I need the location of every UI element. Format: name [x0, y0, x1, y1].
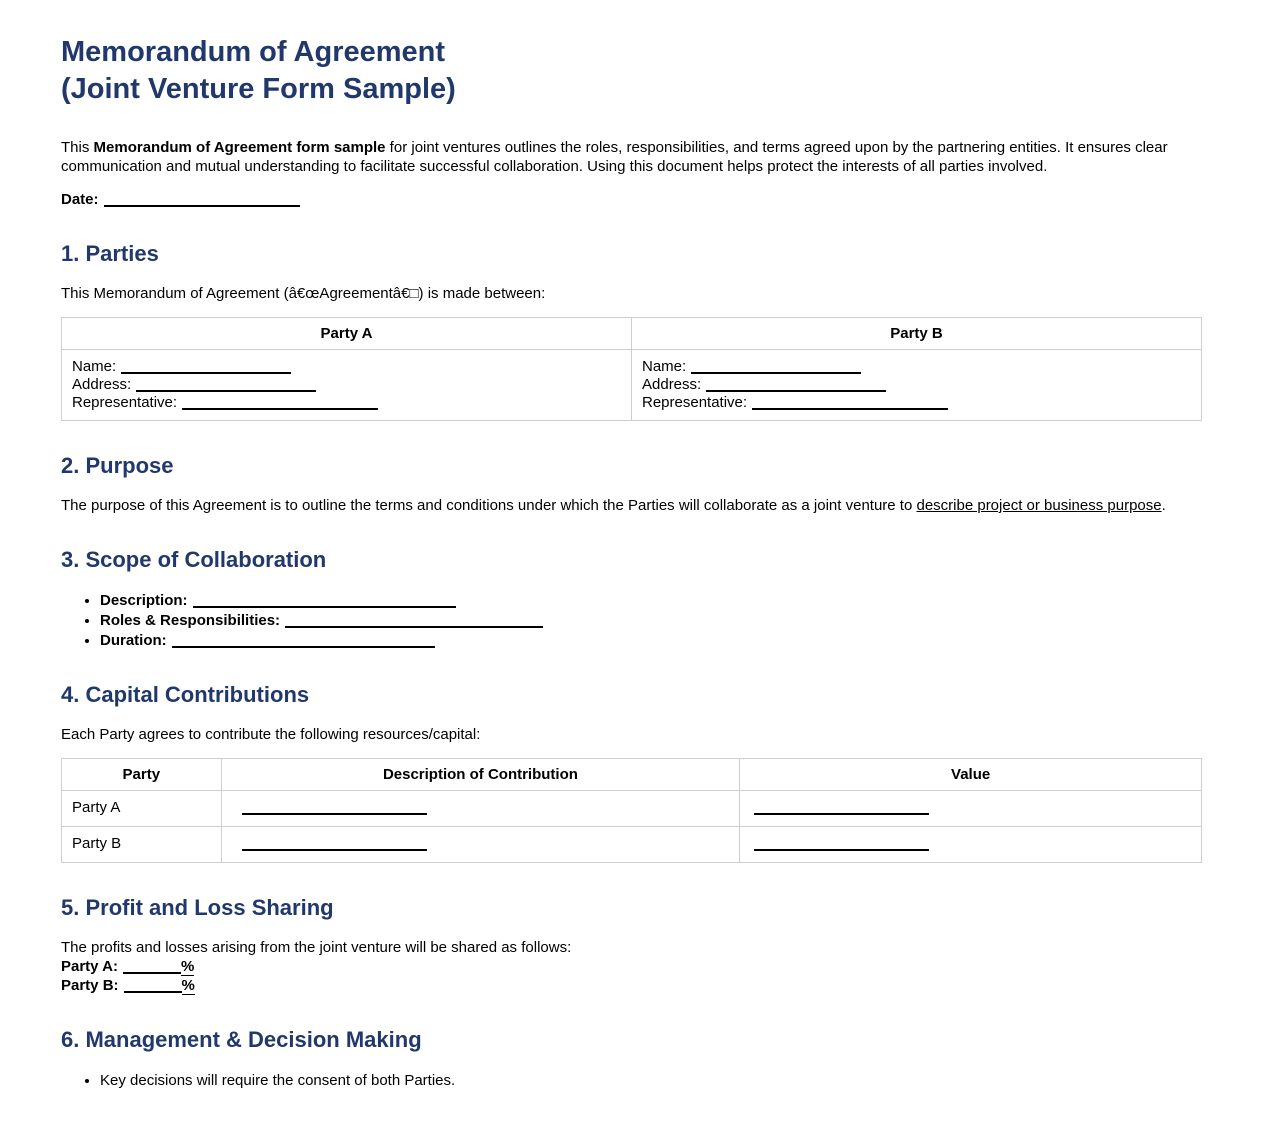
contribution-blank-line [242, 802, 427, 815]
percent-sign: % [181, 977, 195, 994]
address-blank-line [706, 379, 886, 392]
intro-bold-phrase: Memorandum of Agreement form sample [93, 139, 386, 156]
date-line [61, 190, 1202, 209]
page-title-line1: Memorandum of Agreement [61, 36, 446, 68]
section-heading-parties: 1. Parties [61, 241, 159, 266]
party-a-name-line [72, 358, 621, 376]
management-bullet-key-decisions: • Key decisions will require the consent of both Parties. [100, 1071, 1202, 1090]
address-label: Address: [72, 376, 132, 393]
description-blank-line [193, 595, 456, 608]
representative-blank-line [182, 397, 378, 410]
capital-party-a-description-cell [221, 791, 740, 827]
address-label: Address: [642, 376, 702, 393]
purpose-underlined-placeholder: describe project or business purpose [916, 497, 1162, 514]
capital-party-b-label: Party B [62, 827, 222, 863]
capital-contributions-table [61, 758, 1202, 863]
parties-table-body-row [62, 350, 1202, 421]
capital-party-a-label: Party A [62, 791, 222, 827]
address-blank-line [136, 379, 316, 392]
capital-party-a-value-cell [740, 791, 1202, 827]
duration-blank-line [172, 635, 435, 648]
party-b-name-line [642, 358, 1191, 376]
date-label: Date: [61, 191, 99, 208]
page-title [61, 34, 1202, 108]
party-a-cell [62, 350, 632, 421]
scope-bullet-duration [100, 631, 1202, 650]
representative-label: Representative: [642, 394, 748, 411]
profit-party-a-blank [123, 961, 181, 974]
capital-header-party: Party [62, 759, 222, 791]
duration-label: Duration: [100, 632, 167, 649]
party-b-representative-line [642, 394, 1191, 412]
scope-bullet-roles [100, 611, 1202, 630]
value-blank-line [754, 802, 929, 815]
name-blank-line [691, 361, 861, 374]
scope-bullet-list [61, 591, 1202, 650]
capital-row-party-a [62, 791, 1202, 827]
parties-table [61, 317, 1202, 421]
parties-table-header-party-b: Party B [632, 318, 1202, 350]
capital-lead: Each Party agrees to contribute the following resources/capital: [61, 726, 481, 743]
party-a-address-line [72, 376, 621, 394]
representative-label: Representative: [72, 394, 178, 411]
intro-paragraph [61, 138, 1202, 176]
name-label: Name: [642, 358, 687, 375]
party-a-representative-line [72, 394, 621, 412]
contribution-blank-line [242, 838, 427, 851]
intro-prefix: This [61, 139, 94, 156]
capital-header-description: Description of Contribution [221, 759, 740, 791]
capital-party-b-description-cell [221, 827, 740, 863]
purpose-period: . [1161, 497, 1166, 514]
parties-table-header-party-a: Party A [62, 318, 632, 350]
profit-party-a-label: Party A: [61, 958, 118, 975]
party-b-address-line [642, 376, 1191, 394]
intro-rest: for joint ventures outlines the roles, responsibilities, and terms agreed upon by the partnering entities. It ensures clear communication and mutual understanding to facilitate successful collaboration. Using this document helps protect the interests of all parties involved. [61, 139, 1168, 175]
section-heading-purpose: 2. Purpose [61, 453, 174, 478]
purpose-paragraph [61, 496, 1202, 515]
profit-lead: The profits and losses arising from the joint venture will be shared as follows: [61, 939, 572, 956]
profit-party-b-label: Party B: [61, 977, 119, 994]
purpose-text: The purpose of this Agreement is to outline the terms and conditions under which the Parties will collaborate as a joint venture to [61, 497, 917, 514]
representative-blank-line [752, 397, 948, 410]
section-heading-scope: 3. Scope of Collaboration [61, 547, 327, 572]
capital-row-party-b [62, 827, 1202, 863]
roles-label: Roles & Responsibilities: [100, 612, 281, 629]
page-title-line2: (Joint Venture Form Sample) [61, 73, 456, 105]
capital-header-value: Value [740, 759, 1202, 791]
capital-party-b-value-cell [740, 827, 1202, 863]
management-bullet-list [61, 1071, 1202, 1090]
section-heading-capital: 4. Capital Contributions [61, 682, 310, 707]
name-label: Name: [72, 358, 117, 375]
profit-party-a-line [61, 957, 1202, 976]
percent-sign: % [180, 958, 195, 975]
section-heading-profit: 5. Profit and Loss Sharing [61, 895, 334, 920]
capital-table-header-row [62, 759, 1202, 791]
profit-party-b-blank [124, 980, 182, 993]
date-blank-line [104, 194, 300, 207]
roles-blank-line [285, 615, 543, 628]
value-blank-line [754, 838, 929, 851]
parties-lead: This Memorandum of Agreement (â€œAgreementâ€□) is made between: [61, 285, 546, 302]
scope-bullet-description [100, 591, 1202, 610]
profit-party-b-line [61, 976, 1202, 995]
parties-table-header-row [62, 318, 1202, 350]
description-label: Description: [100, 592, 188, 609]
name-blank-line [121, 361, 291, 374]
party-b-cell [632, 350, 1202, 421]
section-heading-management: 6. Management & Decision Making [61, 1027, 422, 1052]
